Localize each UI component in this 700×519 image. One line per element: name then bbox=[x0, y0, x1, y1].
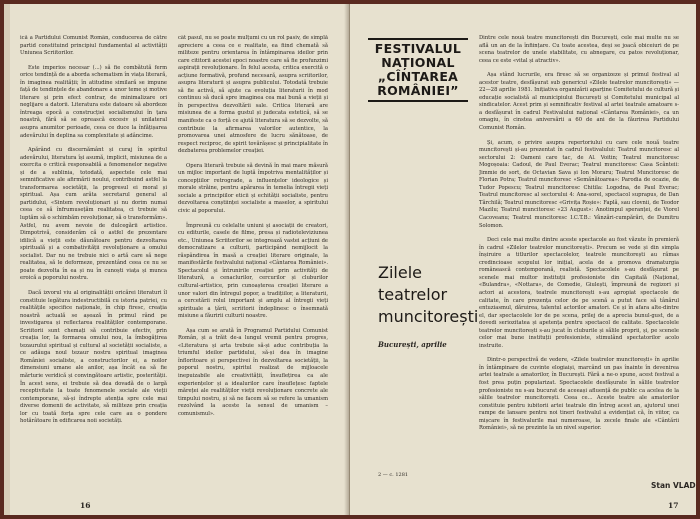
festival-rule-bottom bbox=[368, 100, 468, 102]
paragraph: cât pasul, nu se poate mulțumi cu un rol pasiv, de simplă apreciere a ceea ce e realitate, ea fiind chemată să militeze pentru orientarea în întâmpinarea ideilor prin care cititorii acestei epoci noastre care să fie profunzimi aspirații revoluționare. În felul acesta, critica exercită o acțiune formativă, profund necesară, asupra scriitorilor, asupra literaturii și asupra publicului. Totodată trebuie să fie activă, să ajute ca evoluția literaturii în mod continuu să ducă spre imaginea cea mai bună a vieții și în perspectiva dezvoltării sale. Critica literară are misiunea de a forma gustul și judecata estetică, să se manifeste ca o forță ce ajută literatura să se dezvolte, să contribuie la afirmarea valorilor autentice, la promovarea unei atmosfere de lucru sănătoase, de respect reciproc, de spirit tovărășesc și principialitate în dezbaterea problemelor creației. bbox=[178, 35, 328, 155]
paragraph: Opera literară trebuie să devină în mai mare măsură un mijloc important de luptă împotriva mentalităților și concepțiilor retrograde, a influențelor ideologice și morale străine, pentru apărarea în temelia întregii vieți sociale a principiilor eticii și echității socialiste, pentru dezvoltarea conștiinței socialiste a maselor, a spiritului civic al poporului. bbox=[178, 162, 328, 215]
paragraph: Așa stând lucrurile, era firesc să se organizeze și primul festival al acestor teatre, desfășurat sub genericul «Zilele teatrelor muncitorești» — 22—28 aprilie 1981. Inițiativa organizării aparține Comitetului de cultură și educație socialistă al municipiului București și Comitetului municipal al sindicatelor. Acest prim și semnificativ festival al artei teatrale amatoare s-a desfășurat în cadrul Festivalului național «Cântarea României», ca un omagiu, în cinstea aniversării a 60 de ani de la făurirea Partidului Comunist Român. bbox=[479, 72, 679, 132]
festival-heading bbox=[368, 36, 468, 104]
right-page bbox=[350, 4, 696, 515]
paragraph: Împreună cu celelalte uniuni și asociații de creatori, cu editurile, casele de filme, presa și radioteleviziunea etc., Uniunea Scriitorilor se integrează vastei acțiuni de democratizare a culturii, participând nemijlocit la răspândirea în masă a creației literare originale, la manifestările festivalului național «Cântarea României». Spectacolul și întrunirile creației prin activități de literatură, a cenaclurilor, cercurilor și cluburilor cultural-artistice, prin cunoașterea creației literare a unor valori din întregul popor, a tradițiilor, a literaturii, a cercetării rolul important și amplu al întregii vieți spirituale a țării, scriitorii îndeplinesc o însemnată misiune a făuririi culturii noastre. bbox=[178, 222, 328, 320]
paragraph: Așa cum se arată în Programul Partidului Comunist Român, și a trăit de-a lungul vremii pentru progres, «Literatura și arta trebuie să-și aduc contribuția la triumful ideilor partidului, să-și dea în imagine înfloritoare și perspectivei în dezvoltarea societății, la poporul nostru, spiritul realizat de mijloacele inepuizabile ale creativității, însuflețirea ca ale experiențelor și a idealurilor care însuflețesc faptele măreței ale realităților vieții revoluționare concrete ale timpului nostru, și să ne facem să se refere la umanism rezolvând la aceste la sensul de umanism – comunismul». bbox=[178, 327, 328, 417]
paragraph: Este imperios necesar (...) să fie combătută ferm orice tendință de a aborda schematism în viața literară, în imaginea realității; în atitudine similară se impune față de tendințele de abandonare a unor teme și motive literare și prin efect contrar, de minimalizare ori neglijare a datorii. Literatura este datoare să abordeze întreaga epocă a construcției socialismului în țara noastră, fără să se oprească excesiv și unilateral asupra anumitor perioade, ceea ce duce la înfățișarea adevărului în deplina sa complexitate și adâncime. bbox=[20, 64, 167, 139]
article-dateline: București, aprilie bbox=[378, 340, 447, 349]
left-page bbox=[4, 4, 350, 515]
paragraph: Dintr-o perspectivă de vedere, «Zilele teatrelor muncitorești» în aprilie în întâmpinare de cuvinte elogiaiși, marcând un pas înainte în devenirea artei teatrale a amatorilor, în București. Fără a ne-o spune, acest festival a fost prea puțin popularizat. Spectacolele desfășurate în sălile teatrelor profesioniste nu s-au bucurat de aceeași afluență de public ca acelea de la sălile teatrelor muncitorești. Ceea ce... Aceste teatre ale amatorilor constituie pentru iubitorii artei teatrale din întreg acest an, ajutorul unei rampe de lansare pentru noi tineri festivalul a evidențiat că, în viitor, ca mișcare în festivalurile mai numeroase, la zecele finale ale «Cântării României», să ne prezinte la un nivel superior. bbox=[479, 357, 679, 432]
page-number-left: 16 bbox=[80, 501, 91, 510]
page-edge bbox=[4, 4, 10, 515]
magazine-spread bbox=[4, 4, 696, 515]
paragraph: ică a Partidului Comunist Român, conducerea de către partid constituind principiul fundamental al activității Uniunea Scriitorilor. bbox=[20, 35, 167, 57]
page-number-right: 17 bbox=[668, 501, 679, 510]
paragraph: Deci cele mai multe dintre aceste spectacole au fost văzute în premieră în cadrul «Zilelor teatrelor muncitorești». Precum se vede și din simpla înșiruire a titlurilor spectacolelor, teatrele muncitorești au rămas credincioase scopului lor inițial, acela de a promova dramaturgia românească contemporană, realistă. Spectacolele s-au desfășurat pe scenele mai multor instituții profesioniste din Capitală (Național, «Bulandra», «Nottara», de Comedie, Giulești, împreună de regizori și actori ai acestora, teatrele muncitorești s-au apropiat spectacole de calitate, în care prezența celor de pe scenă a putut face să tânărul entuziasmul, dăruirea, talentul actorilor amatori. Ce și în afara alte-dintre el, dar spectacolele lor de pe scena, prilej de a aprecia bunul-gust, de a dovedi seriozitatea și apetența pentru spectacol de calitate. Spectacolele teatrelor muncitorești s-au jucat în cluburile și sălile proprii, și, pe scenele celor mai bune instituții profesioniste, stimulând spectatorilor acolo instruite. bbox=[479, 237, 679, 349]
paragraph: Și, acum, o privire asupra repertoriului cu care cele nouă teatre muncitorești și-au prezentat în cadrul festivalului: Teatrul muncitoresc al sectorului 2: Oameni care tac, de Al. Voitin; Teatrul muncitoresc Mogoșoaia: Cadoul, de Paul Everac; Teatrul muncitoresc Casa Scânteii: Jimmie de sort, de Octavian Sava și Ion Moraru; Teatrul Muncitoresc de Florian Potra; Teatrul muncitoresc «Semănătoarea»: Parodia de ocazie, de Tudor Popescu; Teatrul muncitoresc Chitila: Logodna, de Paul Everac; Teatrul muncitoresc al sectorului 4: Ana-sorel, spectacol suprapus, de Dan Tărchilă; Teatrul muncitoresc «Grivița Roșie»: Faplă, sau clovnii, de Teodor Mazilu; Teatrul muncitoresc «23 August»: Anotimpul speranței, de Viorel Cacoveanu; Teatrul muncitoresc I.C.T.B.: Vânzări-cumpărări, de Dumitru Solomon. bbox=[479, 139, 679, 229]
paragraph: Apărând cu discernământ și curaj în spiritul adevărului, literatura își asumă, implicit, misiunea de a exercita o critică responsabilă a fenomenelor negative și de a sublinia, totodată, aspectele cele mai semnificative ale afirmării noului, contribuind astfel la transformarea societății, la progresul ei moral și spiritual. Așa cum arăta secretarul general al partidului, «Sintem revoluționari și nu dorim numai ceea ce să înfrumusețăm realitatea, ci trebuie să luptăm să o schimbăm revoluționar, să o transformăm». Astfel, nu avem nevoie de dulcegării artistice. Dimpotrivă, considerăm că o astfel de prezentare idilică a vieții este dăunătoare pentru dezvoltarea spirituală și a combativității revoluționare a omului socialist. Dar nu ne trebuie nici o artă care să nege realitatea, să le deformeze, prezentând ceea ce nu se poate dezvolta în ea și nu în cunoști viața și munca eroică a poporului nostru. bbox=[20, 147, 167, 282]
author-signature: Stan VLAD bbox=[651, 481, 696, 490]
paragraph: Dacă izvorul viu al originalității oricărei literaturi îl constituie legătura indestructibilă cu istoria patriei, cu realitățile specifice naționale, în chip firesc, creația noastră actuală se așează în primul rând pe investigarea și reflectarea realităților contemporane. Scriitorii sunt chemați să contribuie efectiv, prin creația lor, la formarea omului nou, la îmbogățirea tezaurului spiritual și cultural al societății socialiste, a ce adăuga noul tezaur nostru spiritual imaginea României socialiste, a constructorilor ei, a noilor dimensiuni umane ale anilor, așa încât ea să fie mărturie veridică și convingătoare artistic, posterității. În acest sens, ei trebuie să dea dovadă de o largă receptivitate la toate fenomenele sociale ale vieții contemporane, să-și îndrepte atenția spre cele mai diverse domenii de activitate, să militeze prin creația lor cu toată forța spre cele care au o pondere hotărâtoare în edificarea noii societăți. bbox=[20, 289, 167, 425]
right-column-1 bbox=[479, 35, 679, 475]
festival-line-3: „CÎNTAREA bbox=[377, 69, 459, 84]
festival-line-1: FESTIVALUL bbox=[374, 41, 462, 56]
festival-line-2: NAȚIONAL bbox=[381, 55, 455, 70]
left-column-2 bbox=[178, 35, 328, 467]
print-code: 2 — c. 1281 bbox=[378, 472, 409, 478]
festival-line-4: ROMÂNIEI” bbox=[377, 83, 459, 98]
article-headline: Zilele teatrelor muncitorești bbox=[378, 263, 479, 326]
paragraph: Dintre cele nouă teatre muncitorești din București, cele mai multe nu se află un an de la înființare. Cu toate acestea, deși se joacă obiceiuri de pe scena teatrelor de unele stabilitate, cu abnegare, cu patos revoluționar, ceea ce este «vital și atractiv». bbox=[479, 35, 679, 64]
left-column-1 bbox=[20, 35, 167, 483]
festival-rule-top bbox=[368, 38, 468, 40]
